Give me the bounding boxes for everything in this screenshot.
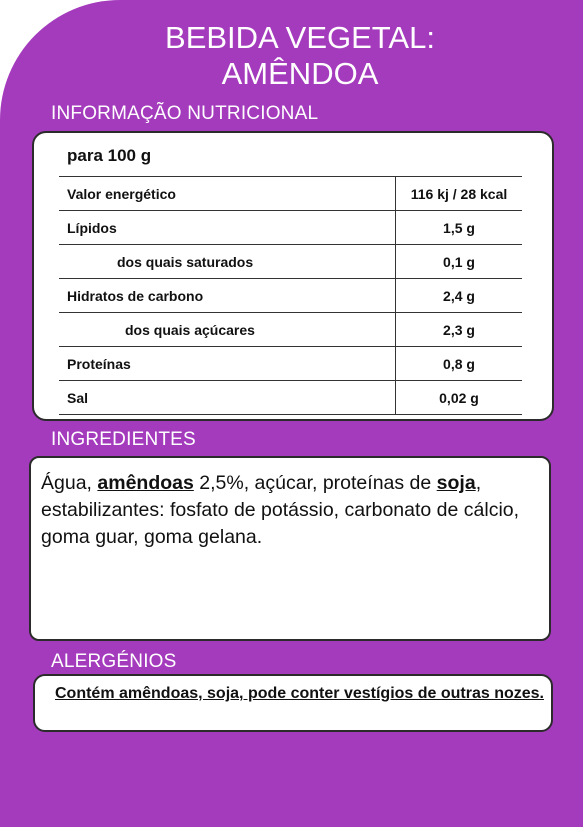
ingredients-text (41, 470, 547, 551)
product-title-line2: AMÊNDOA (221, 56, 379, 91)
nutrient-value: 116 kj / 28 kcal (396, 177, 523, 211)
allergen-almonds: amêndoas (97, 472, 194, 494)
nutrient-name: Proteínas (59, 347, 396, 381)
table-row (59, 313, 522, 347)
allergen-soy: soja (436, 472, 476, 494)
nutrient-name: Sal (59, 381, 396, 415)
ingredients-part2: 2,5%, açúcar, proteínas de (193, 472, 437, 494)
table-row (59, 211, 522, 245)
nutrient-value: 2,3 g (396, 313, 523, 347)
per-100g-label: para 100 g (67, 146, 152, 165)
nutrition-box (32, 131, 554, 421)
ingredients-box (29, 456, 551, 641)
table-row (59, 245, 522, 279)
nutrient-value: 0,8 g (396, 347, 523, 381)
nutrient-value: 2,4 g (396, 279, 523, 313)
ingredients-part3: , estabilizantes: fosfato de potássio, carbonato de cálcio, goma guar, goma gelana. (41, 472, 520, 548)
table-row (59, 279, 522, 313)
nutrient-value: 1,5 g (396, 211, 523, 245)
allergens-box (33, 674, 553, 732)
nutrition-table (59, 176, 522, 415)
nutrient-value: 0,02 g (396, 381, 523, 415)
nutrient-name: Valor energético (59, 177, 396, 211)
nutrient-name: Hidratos de carbono (59, 279, 396, 313)
nutrient-name: Lípidos (59, 211, 396, 245)
table-row (59, 381, 522, 415)
allergens-text: Contém amêndoas, soja, pode conter vestígios de outras nozes. (55, 685, 544, 702)
nutrient-name: dos quais saturados (59, 245, 396, 279)
table-row (59, 347, 522, 381)
ingredients-section-label: INGREDIENTES (51, 429, 196, 450)
allergens-section-label: ALERGÉNIOS (51, 651, 177, 672)
product-title-line1: BEBIDA VEGETAL: (165, 20, 435, 55)
nutrient-value: 0,1 g (396, 245, 523, 279)
ingredients-part1: Água, (41, 472, 98, 494)
nutrient-name: dos quais açúcares (59, 313, 396, 347)
nutrition-section-label: INFORMAÇÃO NUTRICIONAL (51, 103, 319, 124)
table-row (59, 177, 522, 211)
